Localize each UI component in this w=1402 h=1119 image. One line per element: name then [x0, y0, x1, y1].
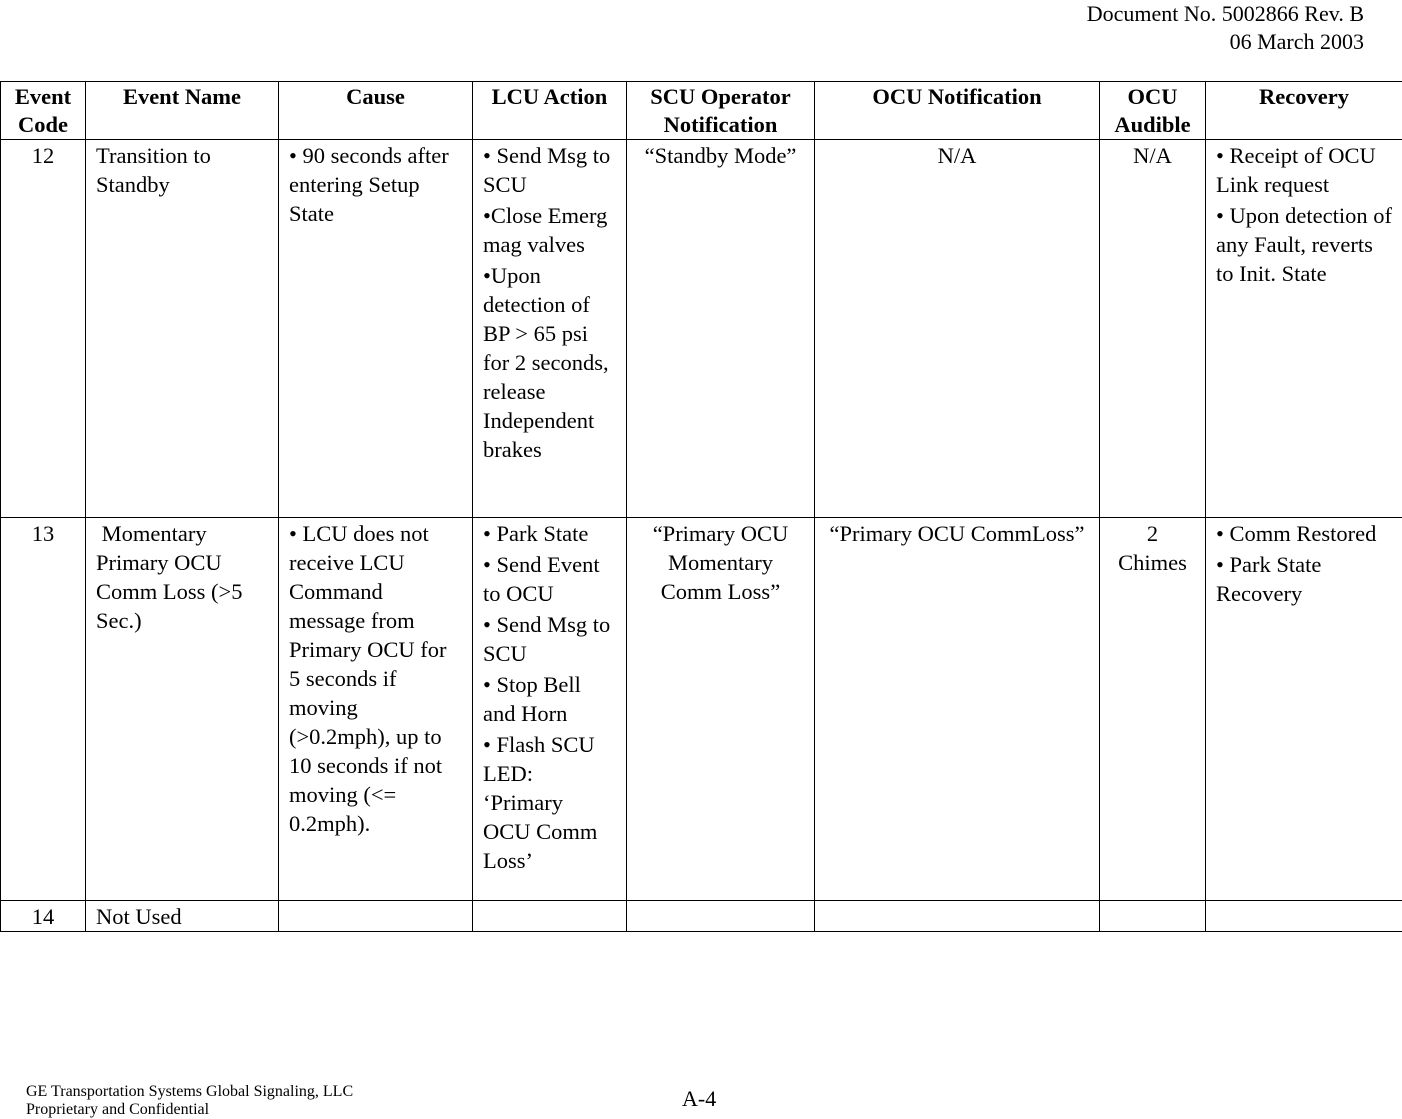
- event-name-cell: Momentary Primary OCU Comm Loss (>5 Sec.): [86, 518, 279, 901]
- header-ocu-audible: OCU Audible: [1100, 82, 1206, 140]
- page-number: A-4: [682, 1086, 717, 1111]
- lcu-action-item: • Send Event to OCU: [483, 552, 600, 606]
- lcu-action-cell: [473, 901, 627, 932]
- event-name-cell: Not Used: [86, 901, 279, 932]
- header-event-code: Event Code: [1, 82, 86, 140]
- document-number: Document No. 5002866 Rev. B: [1086, 1, 1364, 26]
- lcu-action-item: • Flash SCU LED: ‘Primary OCU Comm Loss’: [483, 732, 598, 873]
- ocu-audible-cell: N/A: [1100, 140, 1206, 518]
- scu-notification-cell: “Primary OCU Momentary Comm Loss”: [627, 518, 815, 901]
- ocu-notification-cell: [815, 901, 1100, 932]
- recovery-cell: [1206, 140, 1402, 518]
- scu-notification-cell: [627, 901, 815, 932]
- confidentiality-notice: Proprietary and Confidential: [26, 1101, 210, 1118]
- header-recovery: Recovery: [1206, 82, 1402, 140]
- table-header-row: [1, 82, 1402, 140]
- event-code-cell: 12: [1, 140, 86, 518]
- cause-item: • 90 seconds after entering Setup State: [289, 143, 449, 226]
- header-lcu-action: LCU Action: [473, 82, 627, 140]
- lcu-action-item: • Send Msg to SCU: [483, 143, 611, 197]
- cause-cell: [279, 140, 473, 518]
- ocu-notification-cell: “Primary OCU CommLoss”: [815, 518, 1100, 901]
- recovery-item: • Upon detection of any Fault, reverts to Init. State: [1216, 203, 1392, 286]
- lcu-action-cell: [473, 140, 627, 518]
- cause-cell: [279, 901, 473, 932]
- recovery-item: • Park State Recovery: [1216, 552, 1322, 606]
- ocu-notification-cell: N/A: [815, 140, 1100, 518]
- document-date: 06 March 2003: [1229, 29, 1364, 54]
- cause-cell: [279, 518, 473, 901]
- recovery-cell: [1206, 518, 1402, 901]
- ocu-audible-cell: [1100, 901, 1206, 932]
- event-table: [0, 81, 1402, 932]
- lcu-action-item: •Close Emerg mag valves: [483, 203, 608, 257]
- table-row: [1, 140, 1402, 518]
- lcu-action-item: • Send Msg to SCU: [483, 612, 611, 666]
- recovery-cell: [1206, 901, 1402, 932]
- table-row: [1, 518, 1402, 901]
- ocu-audible-cell: 2 Chimes: [1100, 518, 1206, 901]
- event-code-cell: 13: [1, 518, 86, 901]
- cause-item: • LCU does not receive LCU Command message from Primary OCU for 5 seconds if moving (>0.2mph), up to 10 seconds if not moving (<= 0.2mph).: [289, 521, 447, 836]
- recovery-item: • Receipt of OCU Link request: [1216, 143, 1376, 197]
- document-header: [1087, 0, 1364, 56]
- header-event-name: Event Name: [86, 82, 279, 140]
- table-row: [1, 901, 1402, 932]
- lcu-action-item: •Upon detection of BP > 65 psi for 2 seconds, release Independent brakes: [483, 263, 609, 462]
- lcu-action-item: • Park State: [483, 521, 589, 546]
- lcu-action-item: • Stop Bell and Horn: [483, 672, 581, 726]
- header-scu-operator-notification: SCU Operator Notification: [627, 82, 815, 140]
- header-cause: Cause: [279, 82, 473, 140]
- company-name: GE Transportation Systems Global Signaling, LLC: [26, 1083, 354, 1100]
- footer-company: [26, 1083, 353, 1119]
- event-code-cell: 14: [1, 901, 86, 932]
- event-name-cell: Transition to Standby: [86, 140, 279, 518]
- scu-notification-cell: “Standby Mode”: [627, 140, 815, 518]
- header-ocu-notification: OCU Notification: [815, 82, 1100, 140]
- lcu-action-cell: [473, 518, 627, 901]
- recovery-item: • Comm Restored: [1216, 521, 1377, 546]
